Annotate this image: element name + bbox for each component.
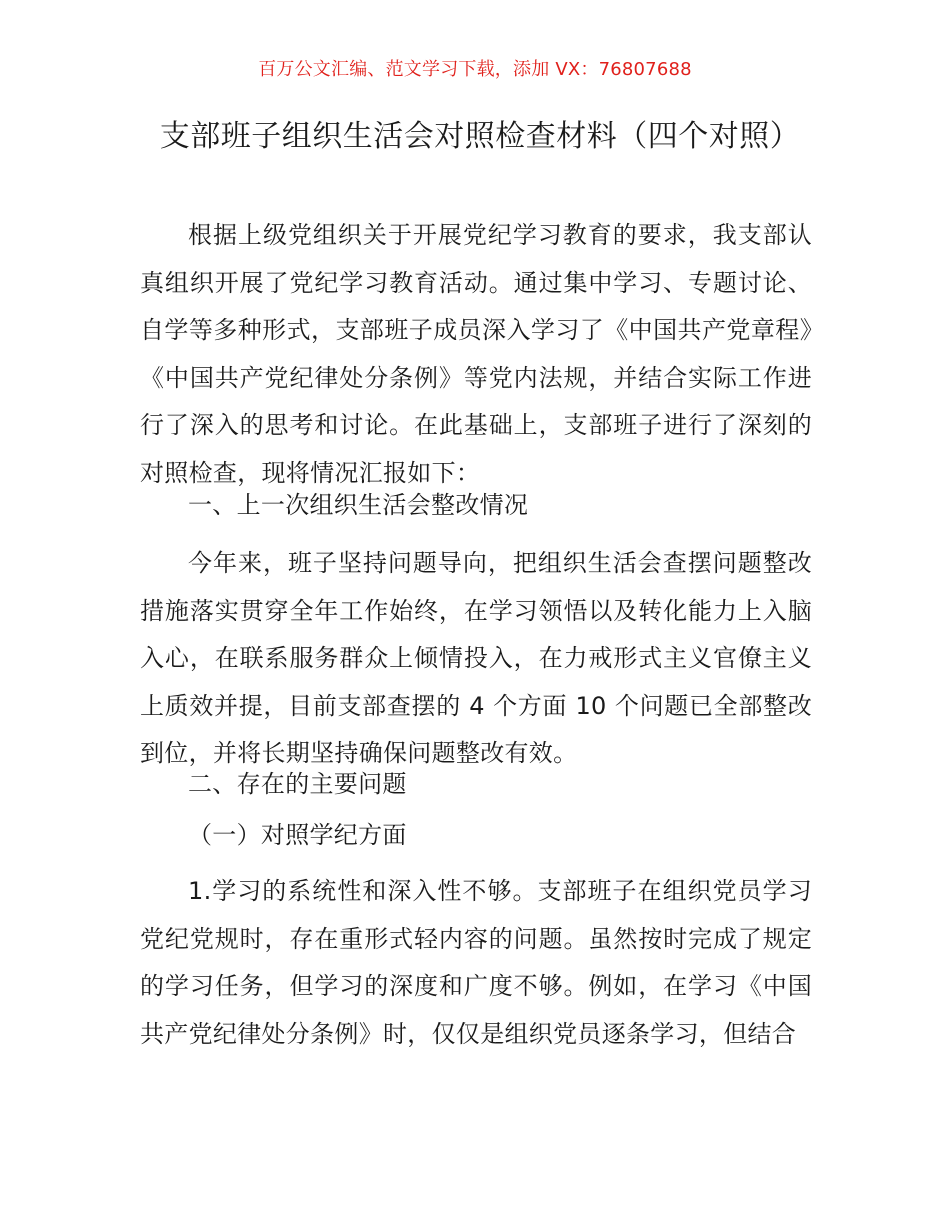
- intro-paragraph: 根据上级党组织关于开展党纪学习教育的要求，我支部认真组织开展了党纪学习教育活动。通过集中学习、专题讨论、自学等多种形式，支部班子成员深入学习了《中国共产党章程》《中国共产党纪律处分条例》等党内法规，并结合实际工作进行了深入的思考和讨论。在此基础上，支部班子进行了深刻的对照检查，现将情况汇报如下：: [140, 221, 812, 487]
- section-2-subheading-1: （一）对照学纪方面: [188, 821, 407, 849]
- document-title: 支部班子组织生活会对照检查材料（四个对照）: [159, 119, 801, 154]
- watermark-header: 百万公文汇编、范文学习下载，添加 VX：76807688: [258, 59, 692, 80]
- section-2-heading: 二、存在的主要问题: [188, 770, 407, 798]
- section-2-item-1-paragraph: 1.学习的系统性和深入性不够。支部班子在组织党员学习党纪党规时，存在重形式轻内容的问题。虽然按时完成了规定的学习任务，但学习的深度和广度不够。例如，在学习《中国共产党纪律处分条例》时，仅仅是组织党员逐条学习，但结合: [140, 877, 812, 1048]
- section-1-paragraph: 今年来，班子坚持问题导向，把组织生活会查摆问题整改措施落实贯穿全年工作始终，在学习领悟以及转化能力上入脑入心，在联系服务群众上倾情投入，在力戒形式主义官僚主义上质效并提，目前支部查摆的 4 个方面 10 个问题已全部整改到位，并将长期坚持确保问题整改有效。: [140, 549, 812, 767]
- section-1-heading: 一、上一次组织生活会整改情况: [188, 491, 529, 519]
